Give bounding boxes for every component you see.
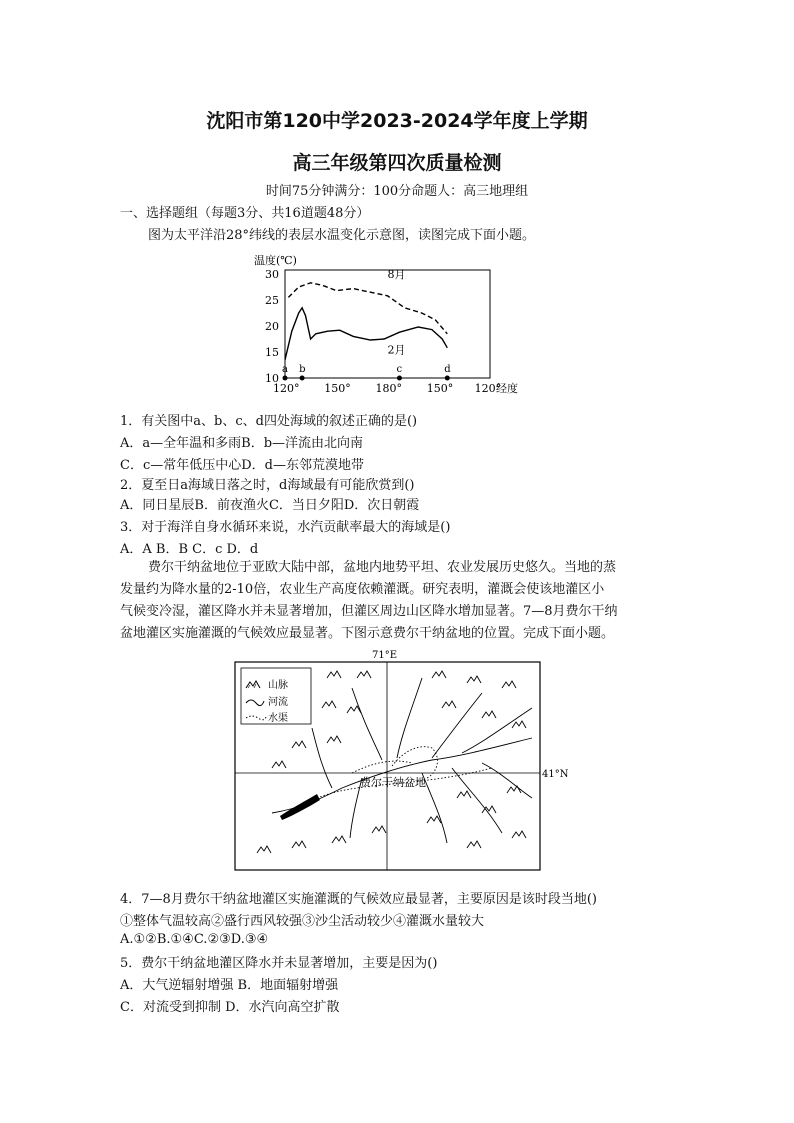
- chart-svg: [240, 250, 550, 400]
- intro-text: 图为太平洋沿28°纬线的表层水温变化示意图，读图完成下面小题。: [148, 228, 536, 243]
- series-line: [288, 283, 447, 334]
- q4-option-line: A.①②B.①④C.②③D.③④: [120, 932, 269, 947]
- q3-stem: 3．对于海洋自身水循环来说，水汽贡献率最大的海域是(): [120, 520, 451, 535]
- q3-option-line: A．A B．B C．c D．d: [120, 542, 259, 557]
- basin-label: 费尔干纳盆地: [360, 776, 426, 789]
- temperature-chart: [240, 250, 550, 404]
- q1-option-line: A．a—全年温和多雨B．b—洋流由北向南: [120, 436, 364, 451]
- q2-stem: 2．夏至日a海域日落之时，d海域最有可能欣赏到(): [120, 478, 415, 493]
- plot-frame: [285, 267, 490, 378]
- page-title: 沈阳市第120中学2023-2024学年度上学期: [206, 110, 588, 132]
- point-marker: [445, 376, 450, 381]
- x-tick-label: 180°: [375, 382, 402, 395]
- point-label: a: [282, 364, 288, 375]
- q4-sub-options: ①整体气温较高②盛行西风较强③沙尘活动较少④灌溉水量较大: [120, 914, 485, 929]
- page-subtitle: 高三年级第四次质量检测: [292, 152, 502, 174]
- y-tick-label: 15: [265, 346, 279, 359]
- q4-stem: 4．7—8月费尔干纳盆地灌区实施灌溉的气候效应最显著，主要原因是该时段当地(): [120, 892, 597, 907]
- x-tick-label: 120°: [273, 382, 300, 395]
- exam-info: 时间75分钟满分：100分命题人：高三地理组: [265, 184, 529, 199]
- x-axis-label: 经度: [496, 382, 518, 395]
- q1-stem: 1．有关图中a、b、c、d四处海域的叙述正确的是(): [120, 414, 418, 429]
- lon-label: 71°E: [372, 650, 398, 661]
- point-label: b: [299, 364, 306, 375]
- y-tick-label: 10: [265, 372, 279, 385]
- point-marker: [300, 376, 305, 381]
- legend-label: 水渠: [268, 713, 288, 724]
- passage-line: 盆地灌区实施灌溉的气候效应最显著。下图示意费尔干纳盆地的位置。完成下面小题。: [120, 626, 615, 641]
- x-tick-label: 150°: [426, 382, 454, 395]
- point-marker: [283, 376, 288, 381]
- legend-label: 河流: [268, 697, 288, 708]
- point-marker: [397, 376, 402, 381]
- y-axis-label: 温度(℃): [254, 254, 297, 267]
- series-line: [285, 308, 447, 360]
- q2-option-line: A．同日星辰B．前夜渔火C．当日夕阳D．次日朝霞: [120, 498, 420, 513]
- section-heading: 一、选择题组（每题3分、共16道题48分）: [120, 206, 370, 221]
- lat-label: 41°N: [542, 769, 569, 780]
- legend-label: 山脉: [268, 680, 288, 691]
- series-label: 2月: [387, 343, 406, 357]
- q5-option-line: A．大气逆辐射增强 B．地面辐射增强: [120, 978, 339, 993]
- map-svg: [232, 648, 569, 873]
- series-label: 8月: [387, 267, 406, 281]
- fergana-map: [232, 648, 569, 877]
- point-label: d: [444, 364, 451, 375]
- q5-stem: 5．费尔干纳盆地灌区降水并未显著增加，主要是因为(): [120, 956, 438, 971]
- passage-line: 发量约为降水量的2-10倍，农业生产高度依赖灌溉。研究表明，灌溉会使该地灌区小: [120, 582, 605, 597]
- q1-option-line: C．c—常年低压中心D．d—东邻荒漠地带: [120, 458, 364, 473]
- x-tick-label: 150°: [324, 382, 351, 395]
- y-tick-label: 20: [265, 320, 279, 333]
- y-tick-label: 30: [265, 268, 279, 281]
- x-tick-label: 120°: [474, 382, 502, 395]
- canals: [317, 747, 492, 798]
- q5-option-line: C．对流受到抑制 D．水汽向高空扩散: [120, 1000, 340, 1015]
- point-label: c: [396, 364, 403, 375]
- passage-line: 气候变冷湿，灌区降水并未显著增加，但灌区周边山区降水增加显著。7—8月费尔干纳: [120, 604, 618, 619]
- passage-line: 费尔干纳盆地位于亚欧大陆中部，盆地内地势平坦、农业发展历史悠久。当地的蒸: [148, 560, 617, 575]
- y-tick-label: 25: [265, 294, 279, 307]
- reservoir: [280, 794, 320, 820]
